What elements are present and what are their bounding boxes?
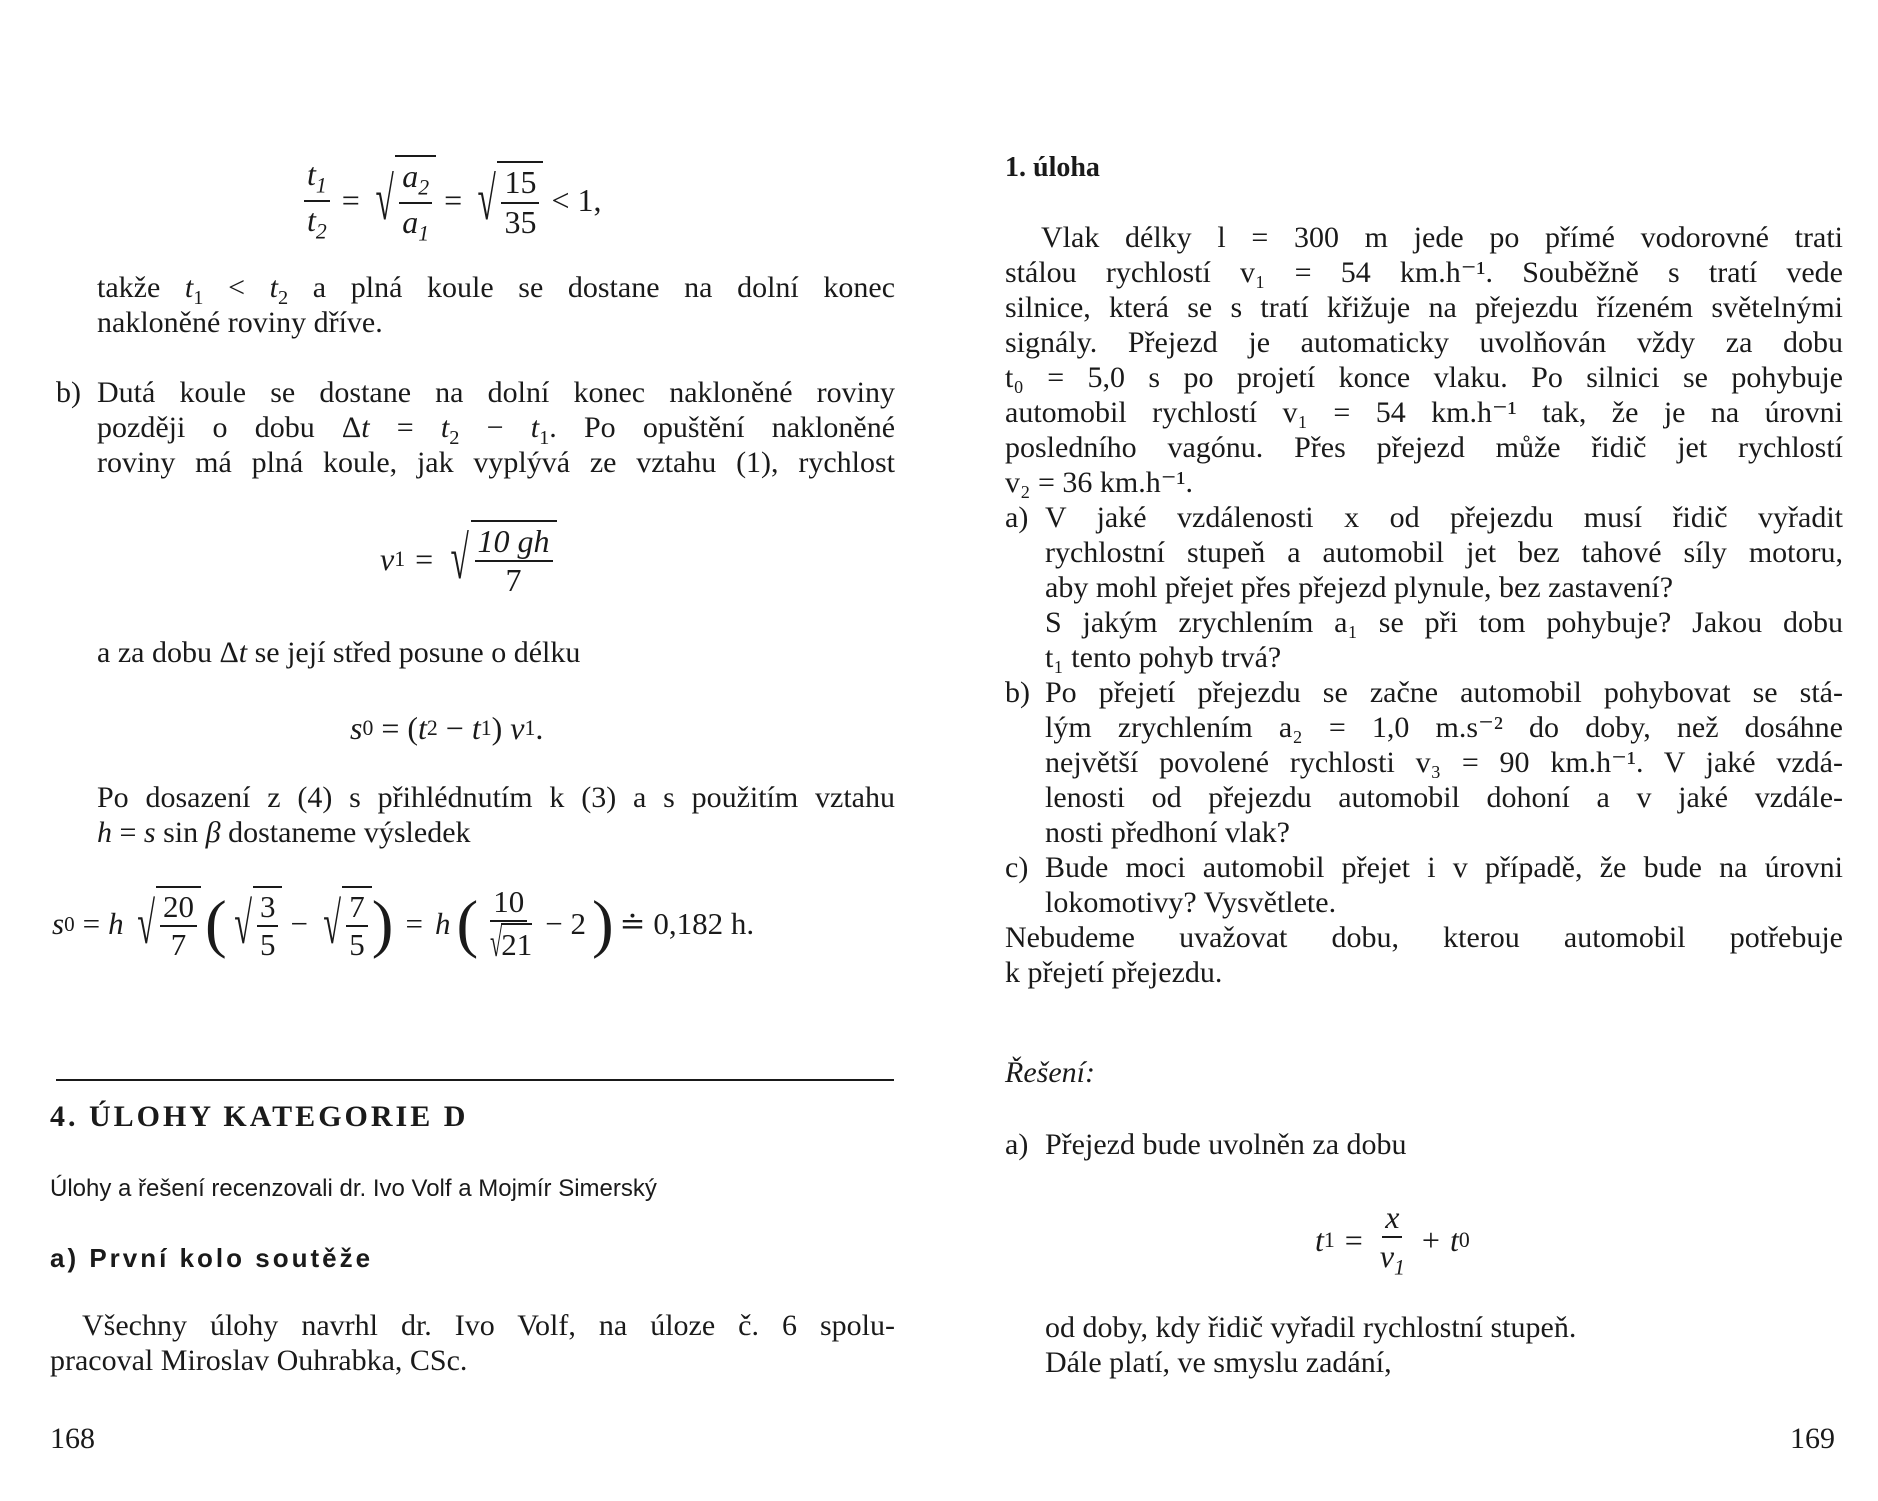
solution-a-text: Přejezd bude uvolněn za dobu xyxy=(1045,1128,1407,1161)
closing-note xyxy=(1005,920,1843,990)
item-line: Bude moci automobil přejet i v případě, že bude na úrovni xyxy=(1045,851,1843,884)
task-statement xyxy=(1005,220,1843,500)
section-title: 4. ÚLOHY KATEGORIE D xyxy=(50,1100,469,1133)
item-b-line2: později o dobu $\Delta t = t_2 - t_1$. Po opuštění nakloněné xyxy=(97,411,896,450)
equation-s0: s 0 = ( t 2 − t 1 ) v 1 . xyxy=(350,710,544,746)
solution-continuation xyxy=(1045,1310,1576,1380)
task-line: t₀ = 5,0 s po projetí konce vlaku. Po silnici se pohybuje xyxy=(1005,361,1843,394)
intro-line1: Všechny úlohy navrhl dr. Ivo Volf, na úloze č. 6 spolu- xyxy=(82,1309,895,1342)
equation-result: s 0 = h √ $\frac{20}{7}$ ( √ $\frac{3}{5}$ − √ $\frac{7}{5}$ ) = h ( 10 √ 21 − 2 ) ≐ 0,182 h. xyxy=(52,884,755,966)
item-a-marker: a) xyxy=(1005,501,1029,534)
item-line: lokomotivy? Vysvětlete. xyxy=(1045,886,1337,919)
task-line: posledního vagónu. Přes přejezd může řidič jet rychlostí xyxy=(1005,431,1843,464)
item-b-line3: roviny má plná koule, jak vyplývá ze vztahu (1), rychlost xyxy=(97,446,895,479)
intro-line2: pracoval Miroslav Ouhrabka, CSc. xyxy=(50,1344,468,1377)
item-a-text xyxy=(1045,500,1843,675)
task-line: automobil rychlostí v₁ = 54 km.h⁻¹ tak, že je na úrovni xyxy=(1005,396,1843,429)
paragraph-conclusion: takže $t_1 < t_2$ a plná koule se dostane na dolní konec xyxy=(97,271,896,310)
item-line: aby mohl přejet přes přejezd plynule, bez zastavení? xyxy=(1045,571,1674,604)
equation-time-ratio: $\frac{t_1}{t_2}$ = √ $\frac{a_2}{a_1}$ = √ $\frac{15}{35}$ < 1, xyxy=(300,155,602,246)
solution-a-marker: a) xyxy=(1005,1128,1029,1161)
closing-line: k přejetí přejezdu. xyxy=(1005,956,1223,989)
closing-line: Nebudeme uvažovat dobu, kterou automobil potřebuje xyxy=(1005,921,1843,954)
paragraph-substitution-line2: h = s sin β dostaneme výsledek xyxy=(97,816,471,849)
equation-t1: t 1 = $\frac{x}{v_1}$ + t 0 xyxy=(1315,1199,1470,1280)
item-line: největší povolené rychlosti v₃ = 90 km.h⁻¹. V jaké vzdá- xyxy=(1045,746,1843,779)
item-line: lenosti od přejezdu automobil dohoní a v jaké vzdále- xyxy=(1045,781,1843,814)
paragraph-conclusion-line2: nakloněné roviny dříve. xyxy=(97,306,383,339)
item-line: Po přejetí přejezdu se začne automobil pohybovat se stá- xyxy=(1045,676,1843,709)
item-b-text xyxy=(1045,675,1843,850)
item-b-line1: Dutá koule se dostane na dolní konec nakloněné roviny xyxy=(97,376,895,409)
item-b-marker: b) xyxy=(1005,676,1030,709)
task-line: stálou rychlostí v₁ = 54 km.h⁻¹. Souběžně s tratí vede xyxy=(1005,256,1843,289)
task-line: Vlak délky l = 300 m jede po přímé vodorovné trati xyxy=(1041,221,1843,254)
item-line: S jakým zrychlením a₁ se při tom pohybuje? Jakou dobu xyxy=(1045,606,1843,639)
item-line: t₁ tento pohyb trvá? xyxy=(1045,641,1282,674)
subsection-title: a) První kolo soutěže xyxy=(50,1243,374,1273)
task-line: silnice, která se s tratí křižuje na přejezdu řízeném světelnými xyxy=(1005,291,1843,324)
page-number-left: 168 xyxy=(50,1422,95,1455)
item-line: rychlostní stupeň a automobil jet bez tahové síly motoru, xyxy=(1045,536,1843,569)
solution-label: Řešení: xyxy=(1005,1056,1095,1089)
solution-line: Dále platí, ve smyslu zadání, xyxy=(1045,1346,1392,1379)
reviewers-note: Úlohy a řešení recenzovali dr. Ivo Volf a Mojmír Simerský xyxy=(50,1175,657,1202)
task-line: signály. Přejezd je automaticky uvolňován vždy za dobu xyxy=(1005,326,1843,359)
page-number-right: 169 xyxy=(1790,1422,1835,1455)
item-b-marker: b) xyxy=(56,376,81,409)
item-c-text xyxy=(1045,850,1843,920)
item-c-marker: c) xyxy=(1005,851,1029,884)
paragraph-displacement: a za dobu Δt se její střed posune o délku xyxy=(97,636,581,669)
section-divider xyxy=(56,1079,894,1081)
item-line: V jaké vzdálenosti x od přejezdu musí řidič vyřadit xyxy=(1045,501,1843,534)
solution-line: od doby, kdy řidič vyřadil rychlostní stupeň. xyxy=(1045,1311,1577,1344)
paragraph-substitution: Po dosazení z (4) s přihlédnutím k (3) a s použitím vztahu xyxy=(97,781,895,814)
task-title: 1. úloha xyxy=(1005,152,1100,183)
equation-velocity: v 1 = √ $\frac{10 gh}{7}$ xyxy=(380,520,557,598)
task-line: v₂ = 36 km.h⁻¹. xyxy=(1005,466,1194,499)
item-line: nosti předhoní vlak? xyxy=(1045,816,1290,849)
item-line: lým zrychlením a₂ = 1,0 m.s⁻² do doby, než dosáhne xyxy=(1045,711,1843,744)
